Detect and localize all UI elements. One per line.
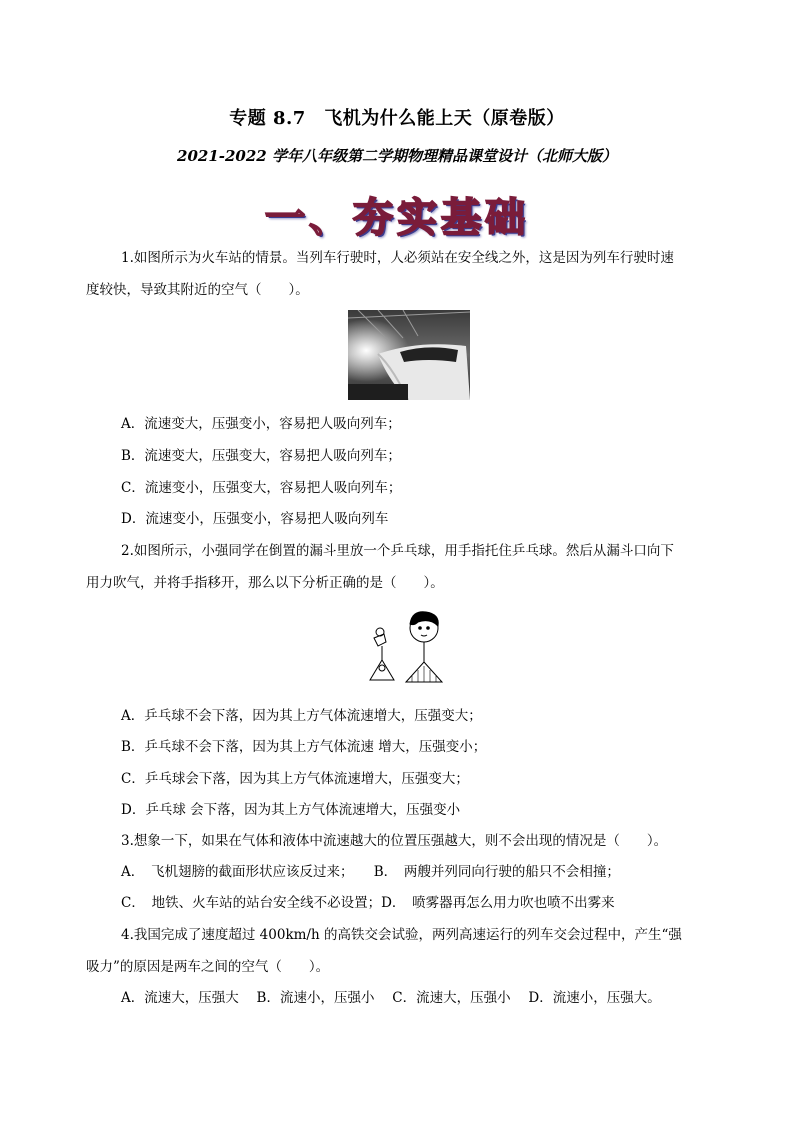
q1-option-c: C．流速变小，压强变大，容易把人吸向列车； (121, 480, 402, 496)
q1-option-d: D．流速变小，压强变小，容易把人吸向列车 (121, 511, 389, 527)
q1-option-a: A．流速变大，压强变小，容易把人吸向列车； (121, 416, 401, 432)
q1-stem-line1: 1.如图所示为火车站的情景。当列车行驶时，人必须站在安全线之外，这是因为列车行驶时速 (121, 250, 674, 266)
q1-stem-line2: 度较快，导致其附近的空气（ ）。 (86, 282, 309, 298)
q3-stem: 3.想象一下，如果在气体和液体中流速越大的位置压强越大，则不会出现的情况是（ ）。 (121, 833, 668, 849)
q3-options-cd: C． 地铁、火车站的站台安全线不必设置；D． 喷雾器再怎么用力吹也喷不出雾来 (121, 895, 615, 911)
train-image (348, 310, 470, 400)
q2-stem-line1: 2.如图所示，小强同学在倒置的漏斗里放一个乒乓球，用手指托住乒乓球。然后从漏斗口向下 (121, 543, 674, 559)
q4-stem-line2: 吸力”的原因是两车之间的空气（ ）。 (86, 959, 330, 975)
section-heading: 一、夯实基础 (265, 194, 529, 241)
q2-option-a: A．乒乓球不会下落，因为其上方气体流速增大，压强变大； (121, 708, 482, 724)
q2-stem-line2: 用力吹气，并将手指移开，那么以下分析正确的是（ ）。 (86, 575, 444, 591)
q2-option-d: D．乒乓球 会下落，因为其上方气体流速增大，压强变小 (121, 802, 461, 818)
q2-option-c: C．乒乓球会下落，因为其上方气体流速增大，压强变大； (121, 771, 469, 787)
q2-option-b: B．乒乓球不会下落，因为其上方气体流速 增大，压强变小； (121, 739, 487, 755)
q4-options: A．流速大，压强大 B．流速小，压强小 C．流速大，压强小 D．流速小，压强大。 (121, 990, 661, 1006)
funnel-drawing (360, 608, 460, 690)
document-subtitle: 2021-2022 学年八年级第二学期物理精品课堂设计（北师大版） (177, 147, 617, 165)
funnel-experiment-figure (360, 608, 460, 690)
q3-options-ab: A． 飞机翅膀的截面形状应该反过来； B． 两艘并列同向行驶的船只不会相撞； (121, 864, 620, 880)
document-title: 专题 8.7 飞机为什么能上天（原卷版） (229, 108, 565, 129)
q4-stem-line1: 4.我国完成了速度超过 400km/h 的高铁交会试验，两列高速运行的列车交会过程中，产生“强 (121, 927, 682, 943)
train-station-photo (348, 310, 470, 400)
q1-option-b: B．流速变大，压强变大，容易把人吸向列车； (121, 448, 401, 464)
